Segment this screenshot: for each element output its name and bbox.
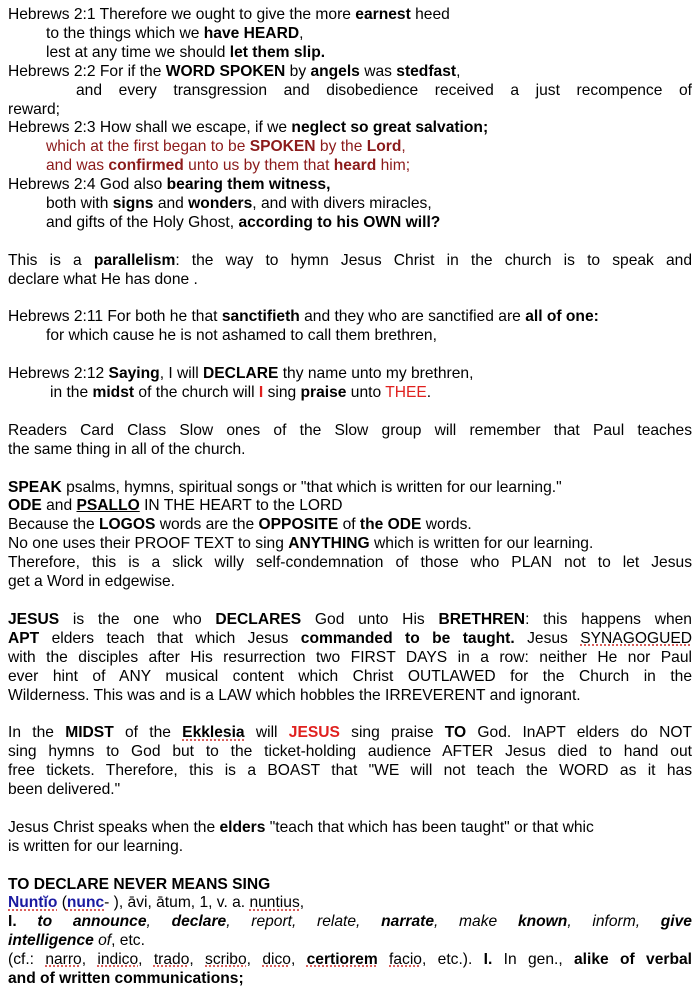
blank-line <box>8 460 692 479</box>
text-run: Saying <box>108 365 160 383</box>
text-line <box>8 497 692 516</box>
text-run: declare what He has done . <box>8 270 198 288</box>
text-run: , etc.). <box>421 951 484 969</box>
text-run: TO <box>444 724 467 742</box>
text-run: scribo <box>205 951 247 969</box>
blank-line <box>8 800 692 819</box>
text-run: alike of verbal <box>574 951 693 969</box>
text-line <box>8 743 692 762</box>
text-run: reward; <box>8 100 60 118</box>
text-run: Jesus Christ speaks when the <box>8 818 220 836</box>
text-run: the ODE <box>359 516 422 534</box>
text-run: is the one who <box>59 610 216 628</box>
text-line <box>8 214 692 233</box>
text-run: neglect so great salvation; <box>291 119 489 137</box>
text-line <box>8 422 692 441</box>
blank-line <box>8 290 692 309</box>
text-run: TO DECLARE NEVER MEANS SING <box>8 875 271 893</box>
text-run: unto <box>346 384 386 402</box>
blank-line <box>8 346 692 365</box>
text-run: for which cause he is not ashamed to call them brethren, <box>46 327 437 345</box>
text-line <box>8 668 692 687</box>
text-line <box>8 781 692 800</box>
text-line <box>8 252 692 271</box>
text-run: I <box>258 384 264 402</box>
text-run: praise <box>300 384 347 402</box>
text-run: - ), āvi, ātum, 1, v. a. <box>104 894 250 912</box>
text-run: free tickets. Therefore, this is a BOAST that "WE will not teach the WORD as it has <box>8 762 692 780</box>
text-run: Ekklesia <box>182 724 245 742</box>
text-run: by the <box>315 138 367 156</box>
text-run: , <box>246 951 263 969</box>
text-run: DECLARE <box>203 365 279 383</box>
text-run: and of written communications; <box>8 970 244 988</box>
text-run: sing praise <box>339 724 445 742</box>
text-run: : this happens when <box>525 610 692 628</box>
text-run: God unto His <box>301 610 439 628</box>
text-line <box>8 649 692 668</box>
text-run: Wilderness. This was and is a LAW which hobbles the IRREVERENT and ignorant. <box>8 686 581 704</box>
text-run: parallelism <box>93 251 176 269</box>
blank-line <box>8 233 692 252</box>
text-run: Jesus <box>514 629 581 647</box>
text-run: let them slip. <box>229 43 326 61</box>
text-run: get a Word in edgewise. <box>8 573 176 591</box>
text-run: was <box>359 62 397 80</box>
text-line <box>8 630 692 649</box>
text-line <box>8 516 692 535</box>
text-run: , and with divers miracles, <box>252 195 432 213</box>
text-run: the same thing in all of the church. <box>8 440 246 458</box>
blank-line <box>8 592 692 611</box>
text-line <box>8 554 692 573</box>
text-run: thy name unto my brethren, <box>278 365 474 383</box>
text-run: confirmed <box>108 157 184 175</box>
text-run: facio <box>389 951 422 969</box>
text-run: known <box>517 913 568 931</box>
text-run: SPEAK <box>8 478 62 496</box>
text-line <box>8 970 692 989</box>
text-run: sanctifieth <box>221 308 300 326</box>
text-run: SYNAGOGUED <box>580 629 693 647</box>
text-run: by <box>285 62 311 80</box>
text-line <box>8 876 692 895</box>
text-run: words. <box>421 516 472 534</box>
text-run: Hebrews 2:1 Therefore we ought to give the more <box>8 6 356 23</box>
text-run: In the <box>8 724 66 742</box>
text-run: of <box>338 516 360 534</box>
text-run: narrate <box>381 913 434 931</box>
text-run: of <box>93 932 112 950</box>
text-line <box>8 762 692 781</box>
text-line <box>8 176 692 195</box>
text-line <box>8 101 692 120</box>
text-run: Hebrews 2:4 God also <box>8 176 167 194</box>
text-run <box>17 913 38 930</box>
text-line <box>8 195 692 214</box>
text-run: APT <box>8 629 40 647</box>
text-run: lest at any time we should <box>46 43 230 61</box>
text-run: of the church will <box>134 384 259 402</box>
text-run: ANYTHING <box>288 535 370 553</box>
text-run: PSALLO <box>76 497 140 515</box>
text-line <box>8 25 692 44</box>
text-line <box>8 441 692 460</box>
text-run: heed <box>410 6 450 23</box>
text-run: DECLARES <box>215 610 302 628</box>
text-run: trado <box>153 951 190 969</box>
text-run: psalms, hymns, spiritual songs or "that which is written for our learning." <box>61 478 562 496</box>
text-run: have HEARD <box>203 24 300 42</box>
text-line <box>8 611 692 630</box>
text-run: and <box>41 497 77 515</box>
text-run: THEE <box>385 384 427 402</box>
text-run: , <box>299 894 305 912</box>
text-line <box>8 479 692 498</box>
text-line <box>8 687 692 706</box>
text-run: , <box>81 951 98 969</box>
text-run <box>378 951 389 968</box>
text-run: I. <box>8 913 17 931</box>
text-line <box>8 271 692 290</box>
text-run: angels <box>310 62 360 80</box>
text-run: certiorem <box>306 951 378 969</box>
text-run: to announce <box>37 913 147 931</box>
text-line <box>8 308 692 327</box>
text-run: WORD SPOKEN <box>165 62 286 80</box>
text-run: "teach that which has been taught" or that whic <box>265 818 594 836</box>
text-run: JESUS <box>288 724 340 742</box>
text-run: been delivered." <box>8 781 121 799</box>
text-run: which at the first began to be <box>46 138 250 156</box>
text-run: SPOKEN <box>249 138 316 156</box>
text-run: Readers Card Class Slow ones of the Slow group will remember that Paul teaches <box>8 421 692 439</box>
text-run: sing <box>263 384 301 402</box>
text-run: BRETHREN <box>438 610 526 628</box>
text-run: , <box>189 951 206 969</box>
text-run: ODE <box>8 497 42 515</box>
text-run: narro <box>45 951 82 969</box>
text-run: Hebrews 2:12 <box>8 365 109 383</box>
text-run: In gen., <box>492 951 574 969</box>
text-line <box>8 119 692 138</box>
text-run: signs <box>112 195 154 213</box>
text-run: LOGOS <box>99 516 156 534</box>
text-run: wonders <box>188 195 253 213</box>
text-line <box>8 63 692 82</box>
text-run: unto us by them that <box>183 157 334 175</box>
text-run: God. InAPT elders do NOT <box>466 724 692 742</box>
text-run: , <box>299 24 304 42</box>
text-run: and gifts of the Holy Ghost, <box>46 213 239 231</box>
blank-line <box>8 403 692 422</box>
text-run: which is written for our learning. <box>369 535 594 553</box>
text-run: , <box>401 138 406 156</box>
text-run: all of one: <box>525 308 599 326</box>
text-line <box>8 365 692 384</box>
text-run: ( <box>57 894 67 912</box>
text-run: , report, relate, <box>226 913 382 931</box>
text-run: Hebrews 2:2 For if the <box>8 62 166 80</box>
blank-line <box>8 705 692 724</box>
text-run: This is a <box>8 251 94 269</box>
text-run: IN THE HEART to the LORD <box>139 497 343 515</box>
text-run: words are the <box>155 516 259 534</box>
text-run: , etc. <box>111 932 145 950</box>
text-run: in the <box>50 384 93 402</box>
text-run: with the disciples after His resurrection two FIRST DAYS in a row: neither He nor Paul <box>8 648 692 666</box>
text-line <box>8 724 692 743</box>
text-run: , <box>290 951 307 969</box>
blank-line <box>8 857 692 876</box>
text-run: sing hymns to God but to the ticket-holding audience AFTER Jesus died to hand out <box>8 743 692 761</box>
text-run: and every transgression and disobedience received a just recompence of <box>76 81 692 99</box>
text-run: , <box>146 913 172 931</box>
text-line <box>8 894 692 913</box>
text-run: , make <box>434 913 518 931</box>
text-run: Nuntĭo <box>8 894 58 912</box>
text-run: indico <box>97 951 139 969</box>
text-run: is written for our learning. <box>8 837 184 855</box>
text-line <box>8 819 692 838</box>
text-line <box>8 157 692 176</box>
text-run: JESUS <box>8 610 60 628</box>
text-line <box>8 327 692 346</box>
text-run: him; <box>376 157 411 175</box>
text-run: and <box>153 195 189 213</box>
text-run: . <box>426 384 432 402</box>
text-run: Lord <box>366 138 402 156</box>
text-run: : the way to hymn Jesus Christ in the church is to speak and <box>175 251 693 269</box>
text-run: according to his OWN will? <box>238 213 441 231</box>
text-run: , inform, <box>567 913 661 931</box>
text-run: will <box>244 724 289 742</box>
text-run: earnest <box>355 6 411 23</box>
text-run: , <box>456 62 461 80</box>
text-run: I. <box>483 951 493 969</box>
text-line <box>8 138 692 157</box>
text-run: , <box>138 951 154 969</box>
text-line <box>8 44 692 63</box>
text-line <box>8 951 692 970</box>
text-run: Therefore, this is a slick willy self-condemnation of those who PLAN not to let Jesus <box>8 554 692 572</box>
text-line <box>8 838 692 857</box>
text-line <box>8 913 692 932</box>
text-run: to the things which we <box>46 24 204 42</box>
text-line <box>8 573 692 592</box>
text-run: give <box>660 913 692 931</box>
text-run: OPPOSITE <box>258 516 339 534</box>
text-run: MIDST <box>65 724 114 742</box>
text-run: declare <box>171 913 227 931</box>
text-line <box>8 6 692 25</box>
text-run: nunc <box>66 894 105 912</box>
text-run: and they who are sanctified are <box>299 308 526 326</box>
text-run: of the <box>113 724 183 742</box>
text-line <box>8 384 692 403</box>
text-line <box>8 82 692 101</box>
text-line <box>8 932 692 951</box>
text-run: Hebrews 2:11 For both he that <box>8 308 222 326</box>
text-run: heard <box>333 157 377 175</box>
text-run: elders teach that which Jesus <box>39 629 301 647</box>
text-run: ever hint of ANY musical content which Christ OUTLAWED for the Church in the <box>8 667 692 685</box>
text-run: and was <box>46 157 109 175</box>
text-run: commanded to be taught. <box>300 629 515 647</box>
text-run: No one uses their PROOF TEXT to sing <box>8 535 289 553</box>
text-run: elders <box>219 818 266 836</box>
text-run: (cf.: <box>8 951 46 969</box>
text-run: Hebrews 2:3 How shall we escape, if we <box>8 119 292 137</box>
text-run: nuntius <box>249 894 300 912</box>
text-line <box>8 535 692 554</box>
text-run: intelligence <box>8 932 94 950</box>
text-run: Because the <box>8 516 100 534</box>
text-run: , I will <box>159 365 204 383</box>
text-run: stedfast <box>396 62 457 80</box>
text-run: midst <box>92 384 135 402</box>
text-run: dico <box>262 951 291 969</box>
text-run: both with <box>46 195 113 213</box>
text-run: bearing them witness, <box>166 176 331 194</box>
